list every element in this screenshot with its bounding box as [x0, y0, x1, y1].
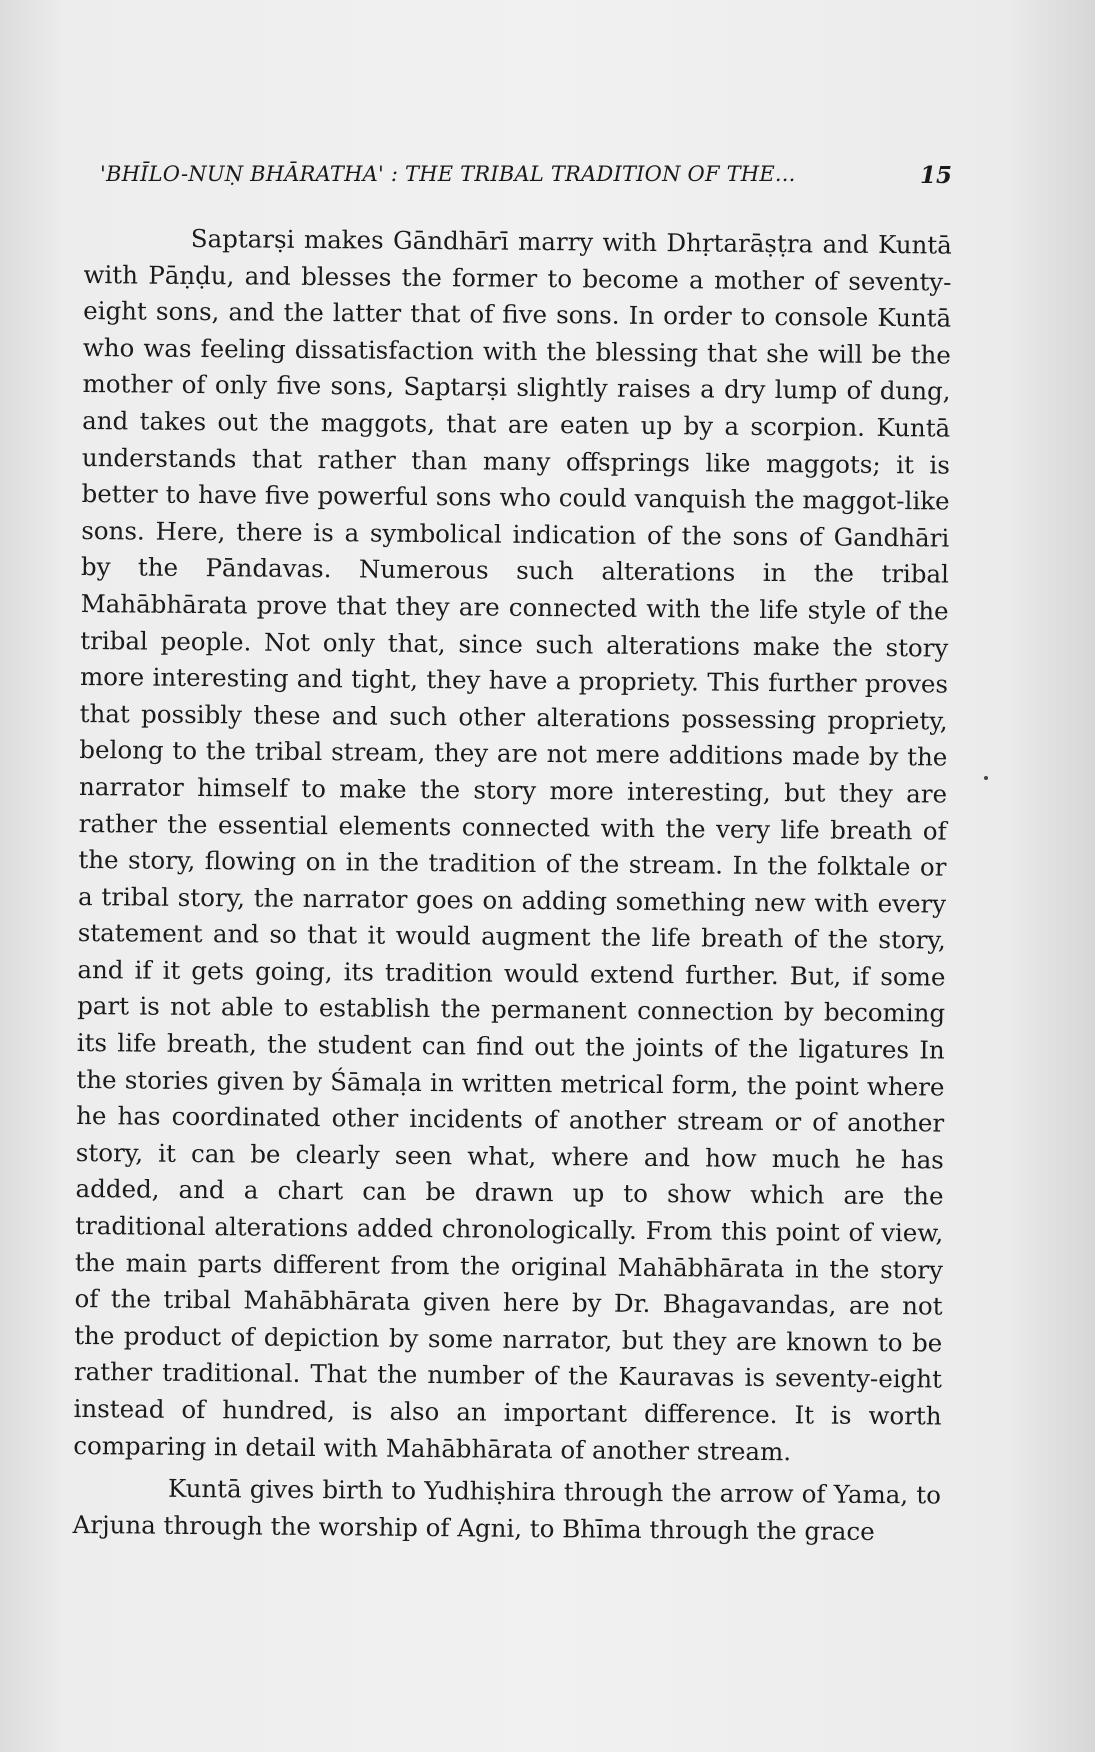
paragraph: Saptarṣi makes Gāndhārī marry with Dhṛtarāṣṭra and Kuntā with Pāṇḍu, and blesses the former to become a mother of seventy-eight sons, and the latter that of five sons. In order to console Kuntā who was feeling dissatisfaction with the blessing that she will be the mother of only five sons, Saptarṣi slightly raises a dry lump of dung, and takes out the maggots, that are eaten up by a scorpion. Kuntā understands that rather than many offsprings like maggots; it is better to have five powerful sons who could vanquish the maggot-like sons. Here, there is a symbolical indication of the sons of Gandhāri by the Pāndavas. Numerous such alterations in the tribal Mahābhārata prove that they are connected with the life style of the tribal people. Not only that, since such alterations make the story more interesting and tight, they have a propriety. This further proves that possibly these and such other alterations possessing propriety, belong to the tribal stream, they are not mere additions made by the narrator himself to make the story more interesting, but they are rather the essential elements connected with the very life breath of the story, flowing on in the tradition of the stream. In the folktale or a tribal story, the narrator goes on adding something new with every statement and so that it would augment the life breath of the story, and if it gets going, its tradition would extend further. But, if some part is not able to establish the permanent connection by becoming its life breath, the student can find out the joints of the ligatures In the stories given by Śāmaḷa in written metrical form, the point where he has coordinated other incidents of another stream or of another story, it can be clearly seen what, where and how much he has added, and a chart can be drawn up to show which are the traditional alterations added chronologically. From this point of view, the main parts different from the original Mahābhārata in the story of the tribal Mahābhārata given here by Dr. Bhagavandas, are not the product of depiction by some narrator, but they are known to be rather traditional. That the number of the Kauravas is seventy-eight instead of hundred, is also an important difference. It is worth comparing in detail with Mahābhārata of another stream. [73, 223, 952, 1466]
running-head: 'BHĪLO-NUṆ BHĀRATHA' : THE TRIBAL TRADITION OF THE... [100, 162, 796, 186]
ink-speck [984, 776, 988, 780]
paragraph: Kuntā gives birth to Yudhiṣhira through the arrow of Yama, to Arjuna through the worship of Agni, to Bhīma through the grace [72, 1473, 942, 1546]
page-header [100, 162, 952, 196]
body-text [72, 220, 952, 1551]
page-number: 15 [919, 162, 952, 189]
